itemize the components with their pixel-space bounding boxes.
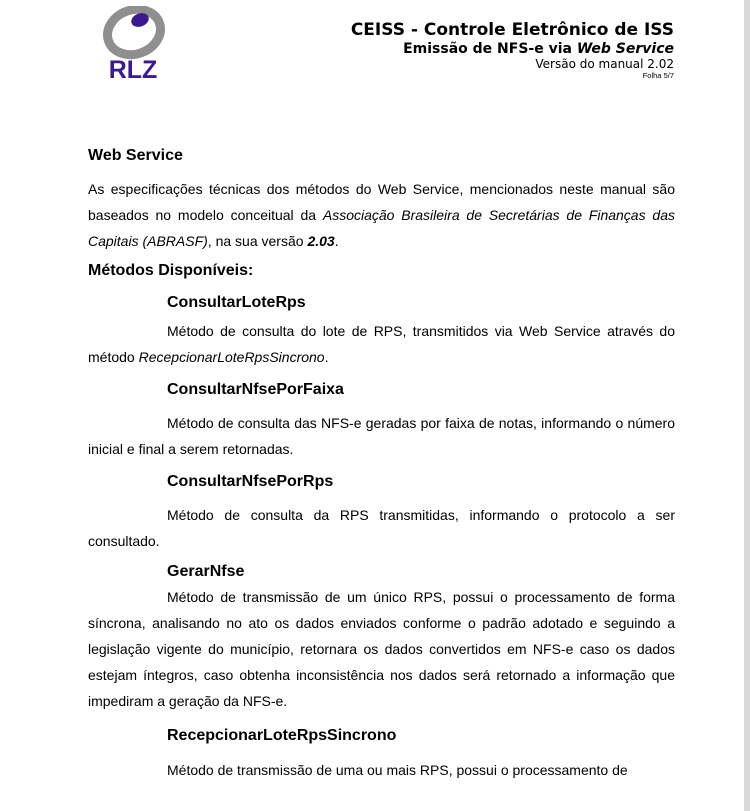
section-heading-web-service: Web Service xyxy=(88,147,183,164)
rlz-logo xyxy=(94,6,174,84)
header-subtitle: Emissão de NFS-e via Web Service xyxy=(403,41,674,57)
section-heading-metodos: Métodos Disponíveis: xyxy=(88,262,254,279)
method-title-consultarloterps: ConsultarLoteRps xyxy=(167,294,306,311)
method-title-recepcionarloterpssincrono: RecepcionarLoteRpsSincrono xyxy=(167,727,397,744)
header-version: Versão do manual 2.02 xyxy=(535,57,674,71)
document-body xyxy=(88,145,675,783)
page-edge xyxy=(744,0,750,811)
header-title: CEISS - Controle Eletrônico de ISS xyxy=(350,20,674,40)
logo-icon xyxy=(94,6,174,84)
method-title-consultarnfseporfaixa: ConsultarNfsePorFaixa xyxy=(167,381,344,398)
document-header xyxy=(351,20,674,81)
method-desc-gerarnfse: Método de transmissão de um único RPS, possui o processamento de forma síncrona, analisando no ato os dados enviados conforme o padrão adotado e seguindo a legislação vigente do município, retornara os dados convertidos em NFS-e caso os dados estejam íntegros, caso obtenha inconsistência nos dados será retornado a informação que impediram a geração da NFS-e. xyxy=(88,589,675,709)
header-subtitle-italic: Web Service xyxy=(576,41,674,57)
method-desc-consultarloterps: Método de consulta do lote de RPS, transmitidos via Web Service através do método RecepcionarLoteRpsSincrono. xyxy=(88,323,675,365)
web-service-paragraph: As especificações técnicas dos métodos do Web Service, mencionados neste manual são baseados no modelo conceitual da Associação Brasileira de Secretárias de Finanças das Capitais (ABRASF), na sua versão 2.03. xyxy=(88,181,675,249)
method-title-consultarnfseporrps: ConsultarNfsePorRps xyxy=(167,473,334,490)
logo-text: RLZ xyxy=(108,56,158,84)
method-desc-consultarnfseporfaixa: Método de consulta das NFS-e geradas por faixa de notas, informando o número inicial e final a serem retornadas. xyxy=(88,415,675,457)
method-title-gerarnfse: GerarNfse xyxy=(167,563,245,580)
method-desc-consultarnfseporrps: Método de consulta da RPS transmitidas, informando o protocolo a ser consultado. xyxy=(88,507,675,549)
method-desc-recepcionarloterpssincrono: Método de transmissão de uma ou mais RPS, possui o processamento de xyxy=(167,762,628,778)
header-page-number: Folha 5/7 xyxy=(642,71,674,80)
